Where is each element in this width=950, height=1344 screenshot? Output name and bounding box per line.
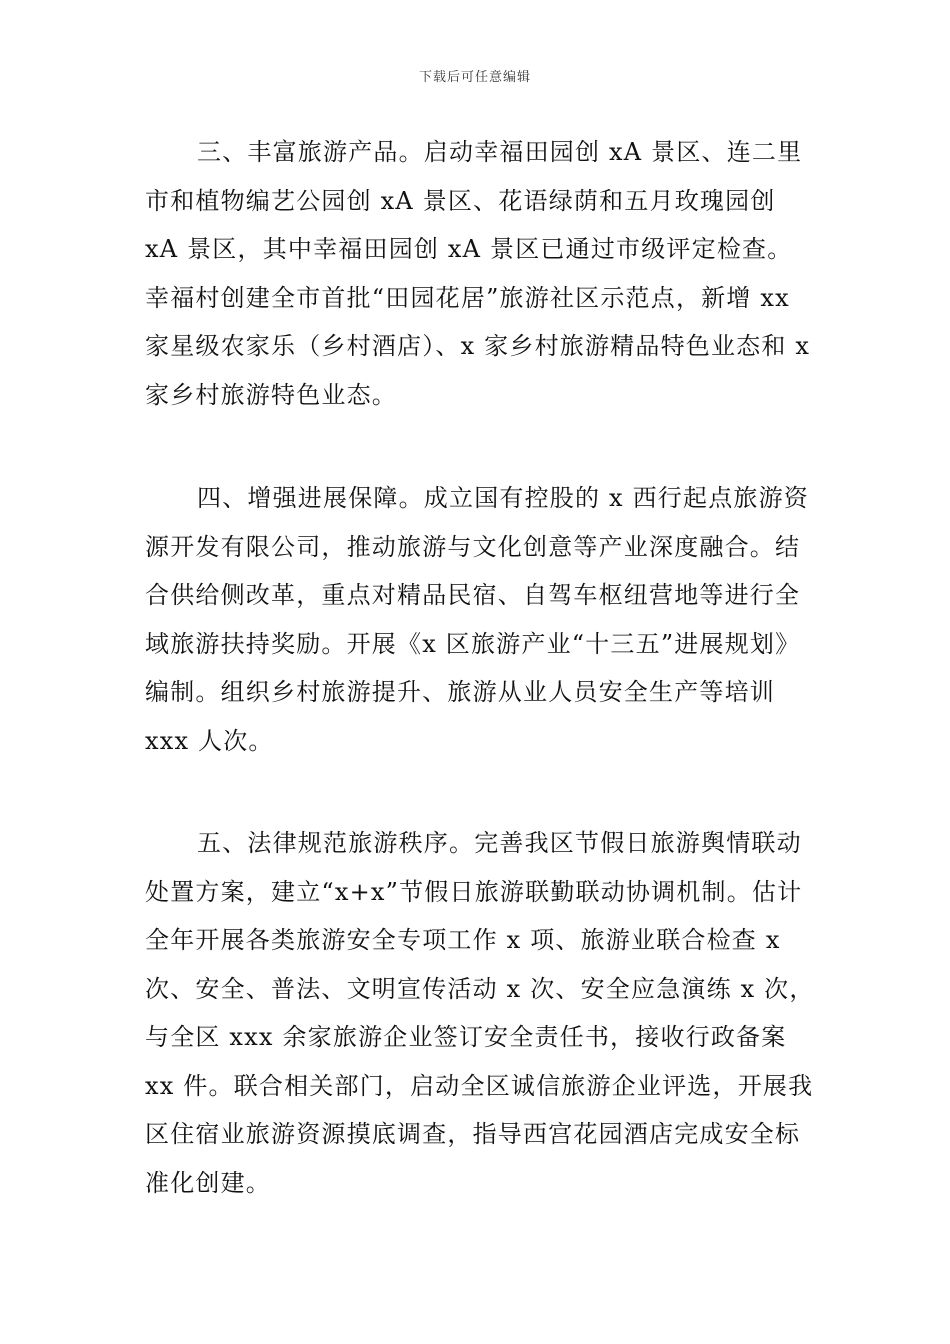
paragraph-tourism-products: 三、丰富旅游产品。启动幸福田园创 xA 景区、连二里市和植物编艺公园创 xA 景区、花语绿荫和五月玫瑰园创 xA 景区，其中幸福田园创 xA 景区已通过市级评定检查。幸福村创建全市首批“田园花居”旅游社区示范点，新增 xx 家星级农家乐（乡村酒店）、x 家乡村旅游精品特色业态和 x 家乡村旅游特色业态。: [145, 138, 811, 409]
page-header-note: 下载后可任意编辑: [418, 70, 531, 85]
paragraph-tourism-order: 五、法律规范旅游秩序。完善我区节假日旅游舆情联动处置方案，建立“x+x”节假日旅游联勤联动协调机制。估计全年开展各类旅游安全专项工作 x 项、旅游业联合检查 x 次、安全、普法、文明宣传活动 x 次、安全应急演练 x 次，与全区 xxx 余家旅游企业签订安全责任书，接收行政备案 xx 件。联合相关部门，启动全区诚信旅游企业评选，开展我区住宿业旅游资源摸底调查，指导西宫花园酒店完成安全标准化创建。: [145, 829, 815, 1197]
paragraph-development-support: 四、增强进展保障。成立国有控股的 x 西行起点旅游资源开发有限公司，推动旅游与文化创意等产业深度融合。结合供给侧改革，重点对精品民宿、自驾车枢纽营地等进行全域旅游扶持奖励。开展《x 区旅游产业“十三五”进展规划》编制。组织乡村旅游提升、旅游从业人员安全生产等培训 xxx 人次。: [145, 484, 809, 755]
